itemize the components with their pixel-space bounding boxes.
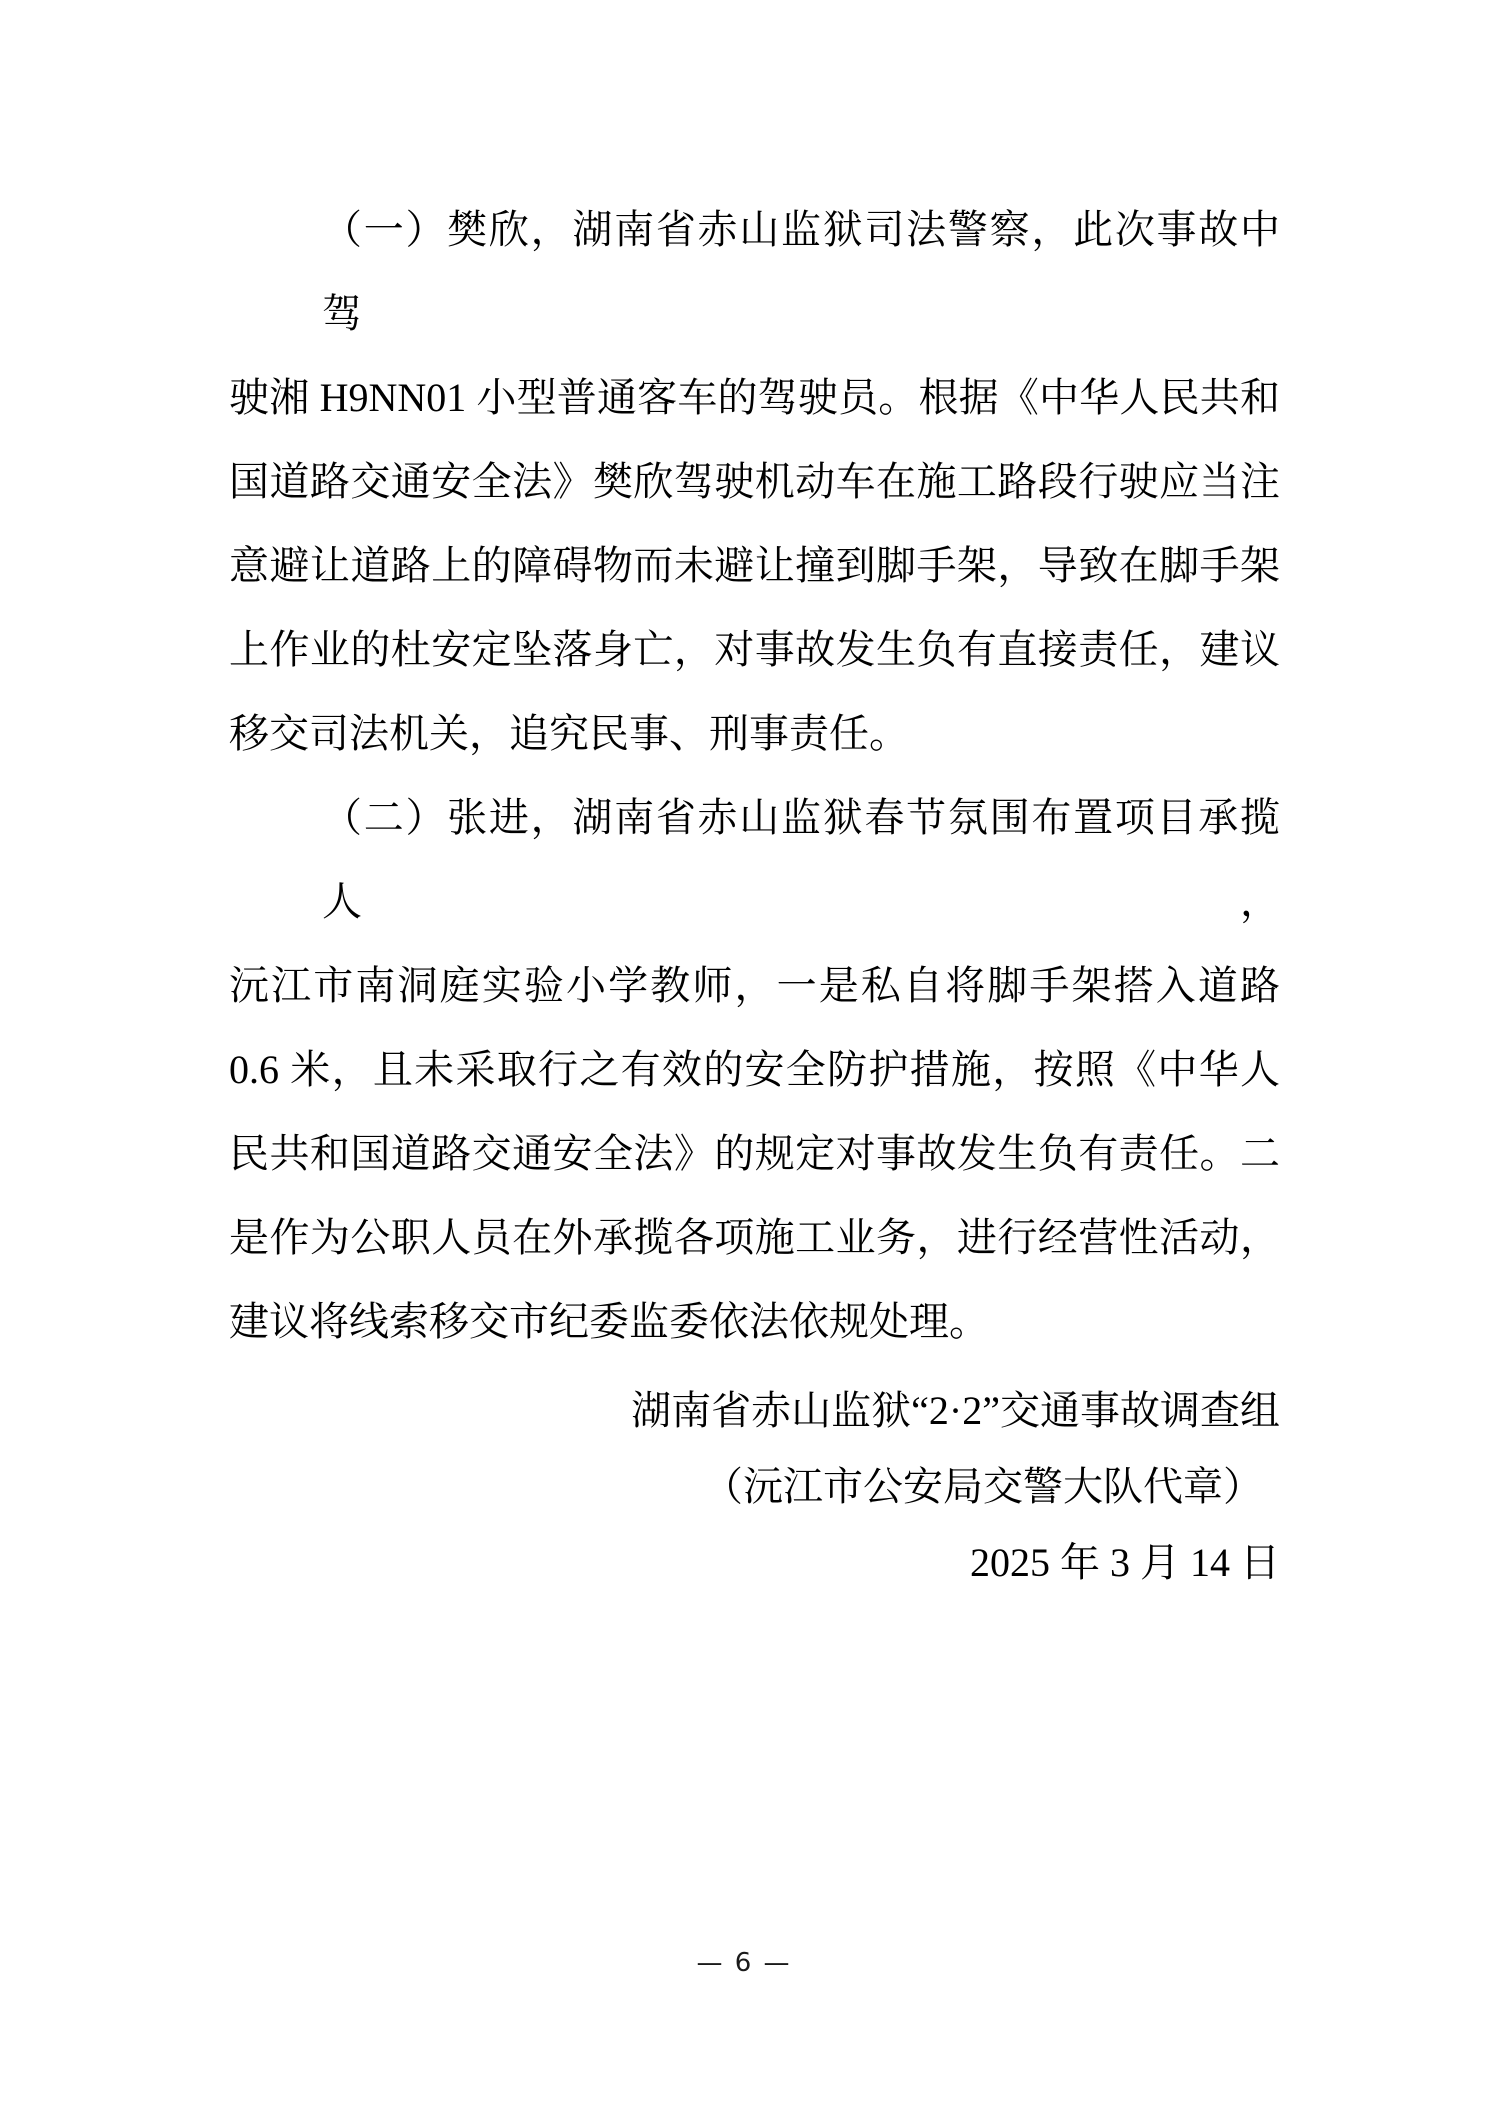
signature-org: 湖南省赤山监狱“2·2”交通事故调查组	[631, 1388, 1280, 1433]
body-line: 驶湘 H9NN01 小型普通客车的驾驶员。根据《中华人民共和	[229, 375, 1280, 420]
body-line: 沅江市南洞庭实验小学教师，一是私自将脚手架搭入道路	[229, 963, 1280, 1008]
body-line: 0.6 米，且未采取行之有效的安全防护措施，按照《中华人	[229, 1047, 1280, 1092]
signature-seal-note: （沅江市公安局交警大队代章）	[703, 1464, 1263, 1509]
body-line: 上作业的杜安定坠落身亡，对事故发生负有直接责任，建议	[229, 627, 1280, 672]
body-line: 国道路交通安全法》樊欣驾驶机动车在施工路段行驶应当注	[229, 459, 1280, 504]
page-number: — 6 —	[696, 1948, 792, 1978]
document-body	[229, 188, 1280, 1364]
signature-block	[631, 1373, 1280, 1601]
body-line: 移交司法机关，追究民事、刑事责任。	[229, 711, 909, 756]
body-line: 建议将线索移交市纪委监委依法依规处理。	[229, 1299, 989, 1344]
body-line: 是作为公职人员在外承揽各项施工业务，进行经营性活动，	[229, 1215, 1280, 1260]
body-line: （一）樊欣，湖南省赤山监狱司法警察，此次事故中驾	[322, 207, 1280, 336]
body-line: 民共和国道路交通安全法》的规定对事故发生负有责任。二	[229, 1131, 1280, 1176]
page-footer	[0, 1948, 1488, 1978]
body-line: （二）张进，湖南省赤山监狱春节氛围布置项目承揽人，	[322, 795, 1280, 924]
body-line: 意避让道路上的障碍物而未避让撞到脚手架，导致在脚手架	[229, 543, 1280, 588]
signature-date: 2025 年 3 月 14 日	[970, 1540, 1280, 1585]
